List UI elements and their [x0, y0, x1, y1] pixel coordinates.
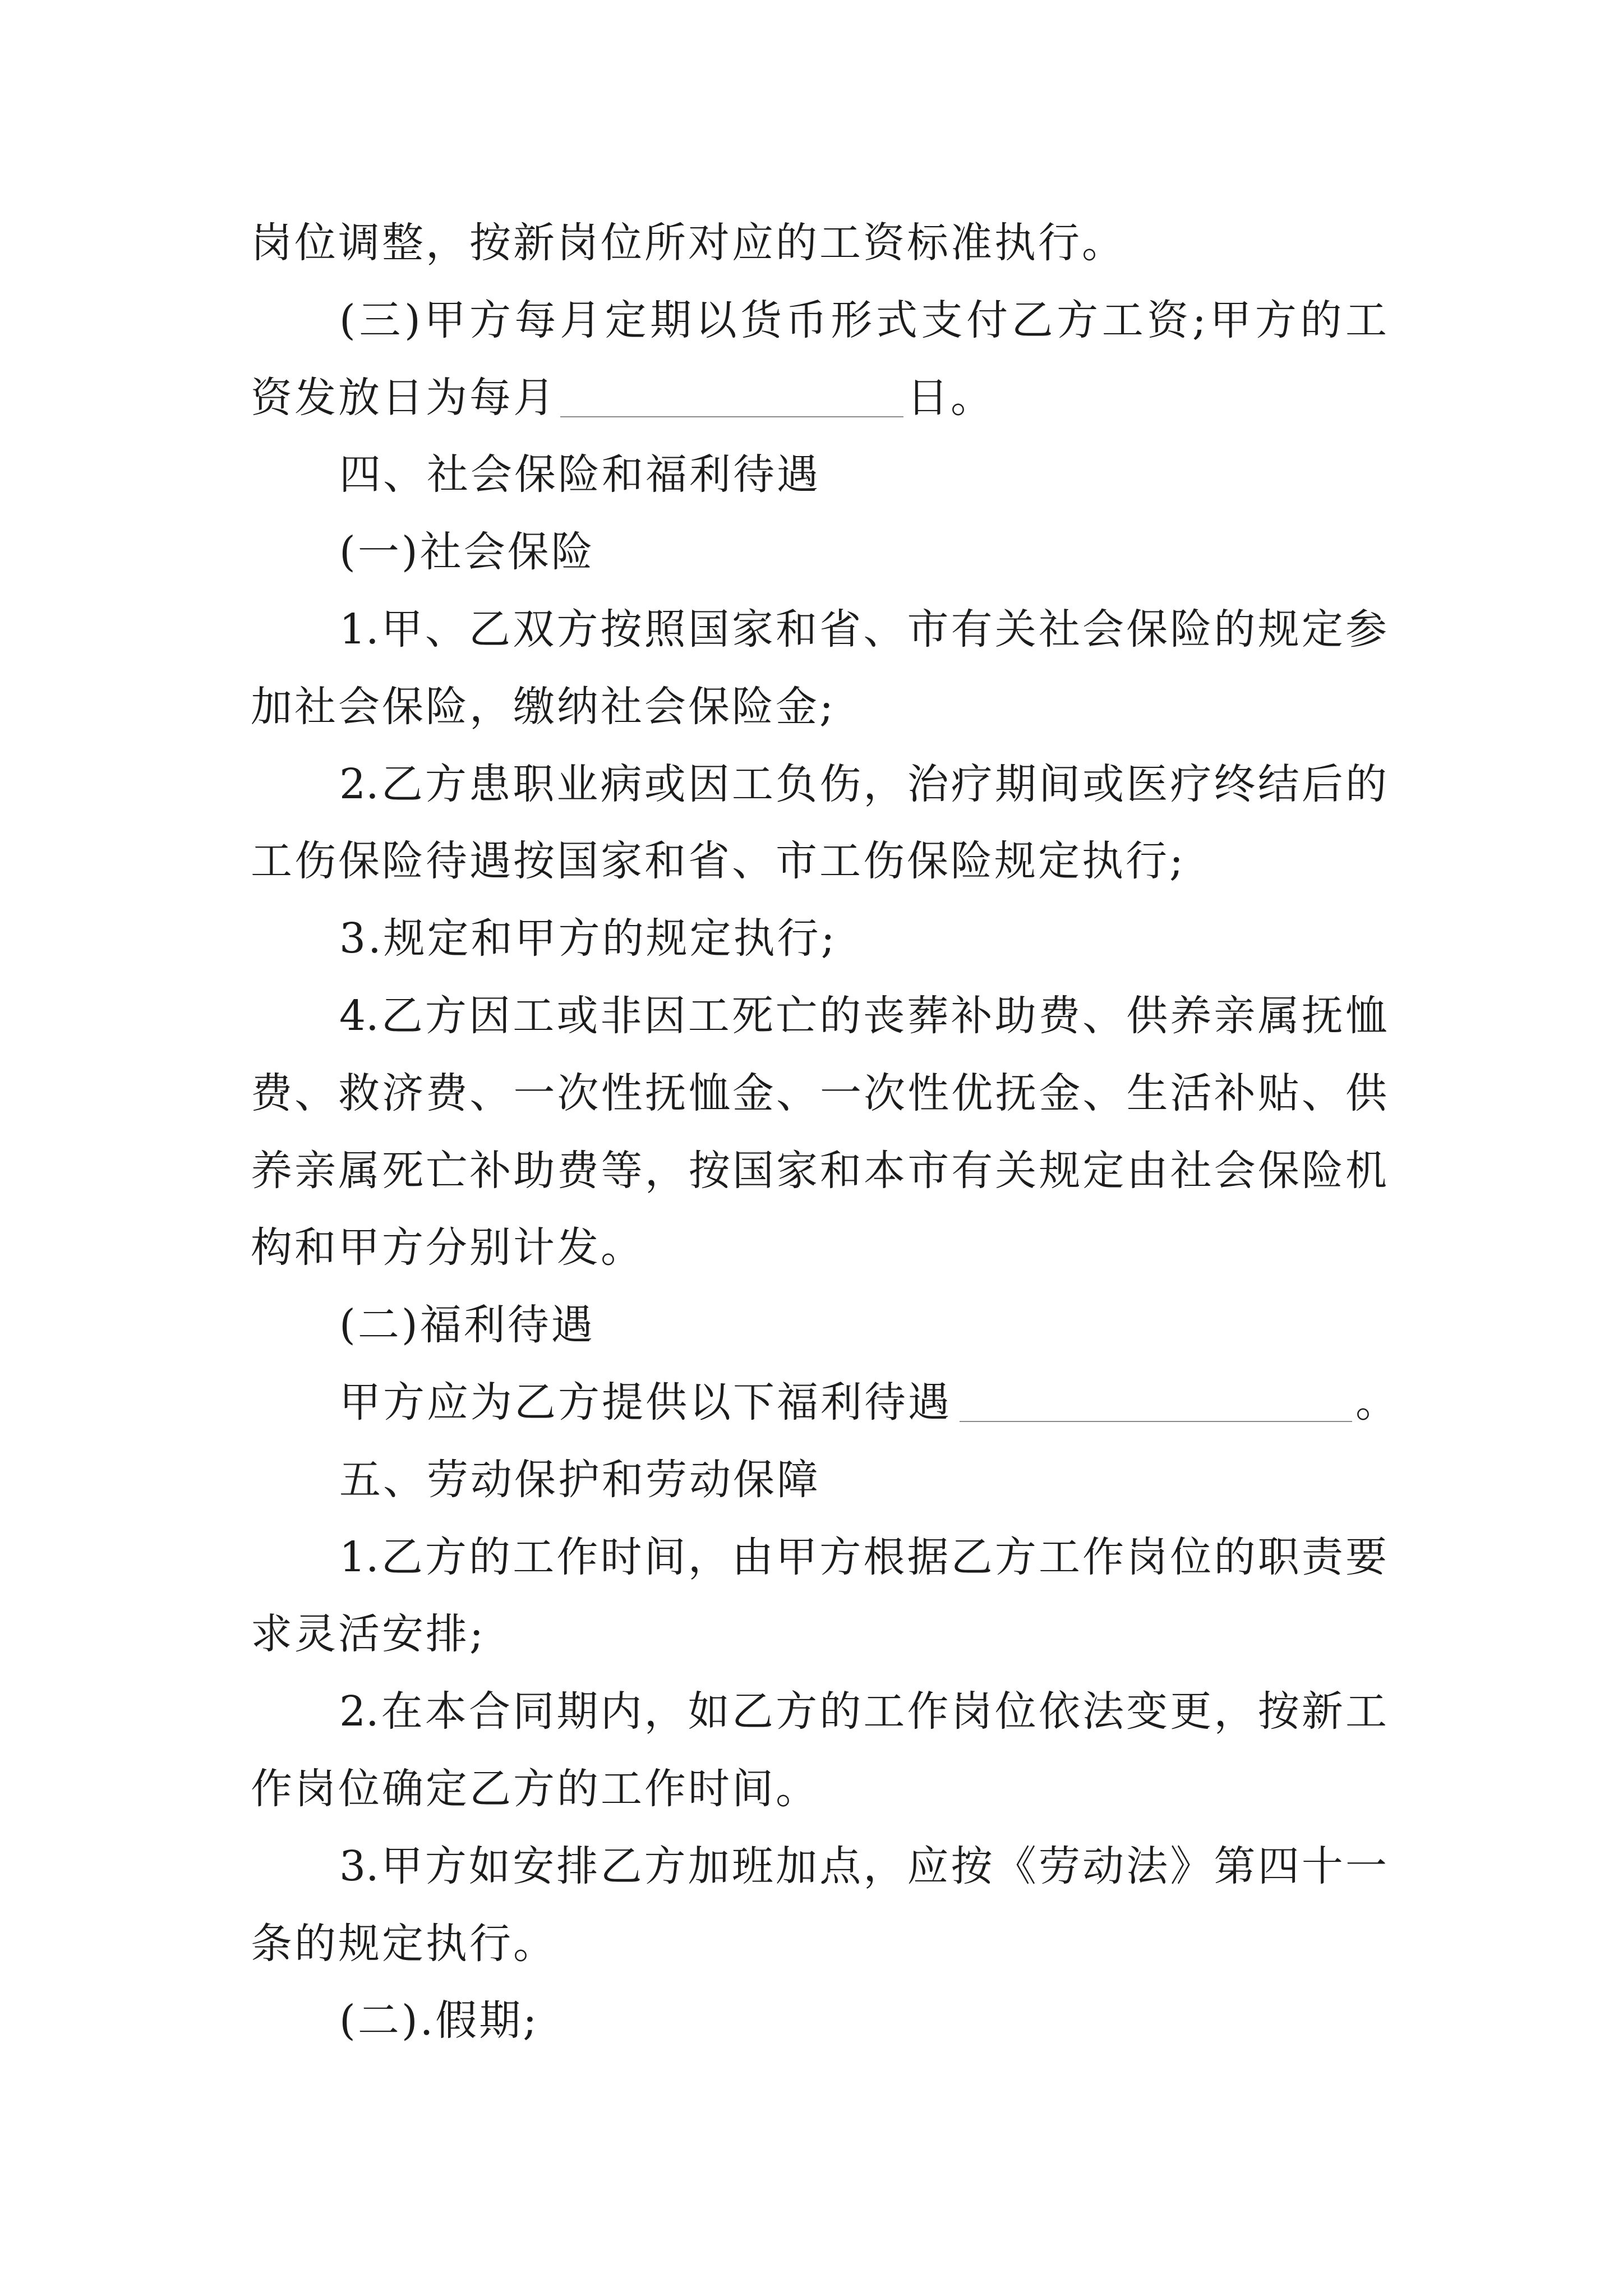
subsection-heading: (二).假期; — [339, 1996, 540, 2045]
paragraph-line: 加社会保险，缴纳社会保险金; — [251, 682, 836, 731]
paragraph-line: (三)甲方每月定期以货币形式支付乙方工资;甲方的工 — [339, 296, 1387, 344]
paragraph-line: 岗位调整，按新岗位所对应的工资标准执行。 — [251, 219, 1126, 267]
paragraph-line: 条的规定执行。 — [251, 1919, 557, 1968]
paragraph-line: 养亲属死亡补助费等，按国家和本市有关规定由社会保险机 — [251, 1146, 1387, 1195]
paragraph-line: 3.规定和甲方的规定执行; — [339, 914, 837, 963]
paragraph-line — [251, 1364, 1399, 1442]
paragraph-line: 2.乙方患职业病或因工负伤，治疗期间或医疗终结后的 — [339, 760, 1387, 808]
paragraph-line: 作岗位确定乙方的工作时间。 — [251, 1764, 819, 1813]
salary-day-blank — [560, 416, 903, 417]
paragraph-line: 工伤保险待遇按国家和省、市工伤保险规定执行; — [251, 837, 1186, 886]
salary-day-suffix: 日。 — [907, 373, 994, 422]
paragraph-line: 求灵活安排; — [251, 1610, 486, 1659]
paragraph-line: 4.乙方因工或非因工死亡的丧葬补助费、供养亲属抚恤 — [339, 991, 1387, 1040]
salary-day-prefix: 资发放日为每月 — [251, 373, 557, 422]
paragraph-line: 费、救济费、一次性抚恤金、一次性优抚金、生活补贴、供 — [251, 1069, 1387, 1117]
welfare-blank — [960, 1421, 1352, 1422]
section-heading: 五、劳动保护和劳动保障 — [339, 1455, 820, 1504]
document-body — [251, 205, 1399, 2060]
subsection-heading: (一)社会保险 — [339, 528, 595, 577]
paragraph-line: 1.甲、乙双方按照国家和省、市有关社会保险的规定参 — [339, 605, 1387, 654]
section-heading: 四、社会保险和福利待遇 — [339, 450, 820, 499]
paragraph-line: 3.甲方如安排乙方加班加点，应按《劳动法》第四十一 — [339, 1842, 1387, 1890]
paragraph-line: 1.乙方的工作时间，由甲方根据乙方工作岗位的职责要 — [339, 1533, 1387, 1581]
paragraph-line — [251, 360, 1387, 437]
welfare-prefix: 甲方应为乙方提供以下福利待遇 — [339, 1378, 952, 1427]
paragraph-line: 2.在本合同期内，如乙方的工作岗位依法变更，按新工 — [339, 1687, 1387, 1736]
subsection-heading: (二)福利待遇 — [339, 1301, 595, 1350]
paragraph-line: 构和甲方分别计发。 — [251, 1223, 644, 1272]
welfare-suffix: 。 — [1355, 1378, 1399, 1427]
